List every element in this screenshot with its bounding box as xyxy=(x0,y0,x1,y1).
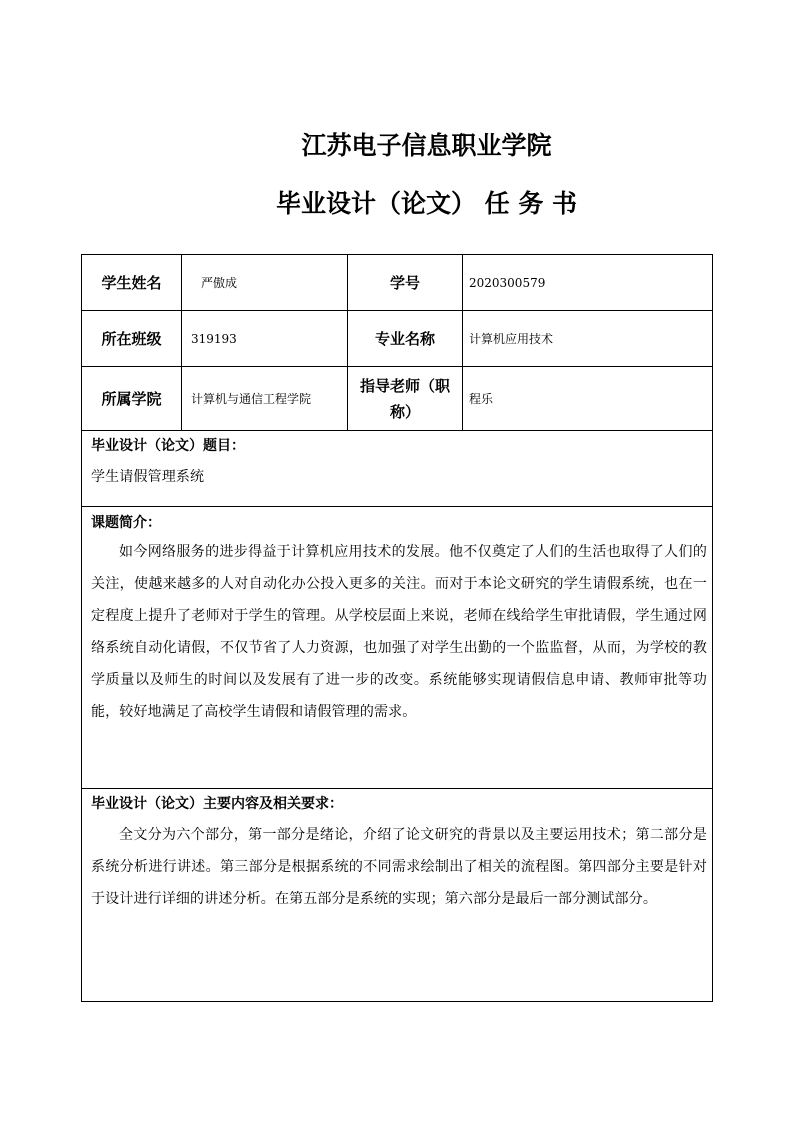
student-id-value: 2020300579 xyxy=(469,275,546,290)
college-label: 所属学院 xyxy=(101,389,162,408)
topic-label: 毕业设计（论文）题目： xyxy=(91,438,245,454)
college-value: 计算机与通信工程学院 xyxy=(191,392,312,406)
requirements-text: 全文分为六个部分，第一部分是绪论，介绍了论文研究的背景以及主要运用技术；第二部分是系统分析进行讲述。第三部分是根据系统的不同需求绘制出了相关的流程图。第四部分主要是针对于设计进行详细的讲述分析。在第五部分是系统的实现；第六部分是最后一部分测试部分。 xyxy=(91,827,707,907)
student-name-label: 学生姓名 xyxy=(101,273,162,292)
major-label: 专业名称 xyxy=(374,329,435,348)
row-divider xyxy=(82,430,712,431)
row-divider xyxy=(82,788,712,789)
document-title: 毕业设计（论文） 任 务 书 xyxy=(275,189,578,218)
intro-text: 如今网络服务的进步得益于计算机应用技术的发展。他不仅奠定了人们的生活也取得了人们的关注，使越来越多的人对自动化办公投入更多的关注。而对于本论文研究的学生请假系统，也在一定程度上提升了老师对于学生的管理。从学校层面上来说，老师在线给学生审批请假，学生通过网络系统自动化请假，不仅节省了人力资源，也加强了对学生出勤的一个监监督，从而，为学校的教学质量以及师生的时间以及发展有了进一步的改变。系统能够实现请假信息申请、教师审批等功能，较好地满足了高校学生请假和请假管理的需求。 xyxy=(91,544,707,720)
advisor-label: 指导老师（职称） xyxy=(360,376,451,421)
class-label: 所在班级 xyxy=(101,329,162,348)
school-name: 江苏电子信息职业学院 xyxy=(301,131,552,160)
student-name-value: 严傲成 xyxy=(201,276,238,290)
advisor-value: 程乐 xyxy=(469,392,494,406)
major-value: 计算机应用技术 xyxy=(469,332,554,346)
student-id-label: 学号 xyxy=(389,273,420,292)
requirements-label: 毕业设计（论文）主要内容及相关要求： xyxy=(91,796,343,812)
topic-value: 学生请假管理系统 xyxy=(91,469,205,485)
class-value: 319193 xyxy=(191,331,237,346)
intro-label: 课题简介： xyxy=(91,515,161,531)
row-divider xyxy=(82,506,712,507)
task-form-table xyxy=(81,254,713,1002)
